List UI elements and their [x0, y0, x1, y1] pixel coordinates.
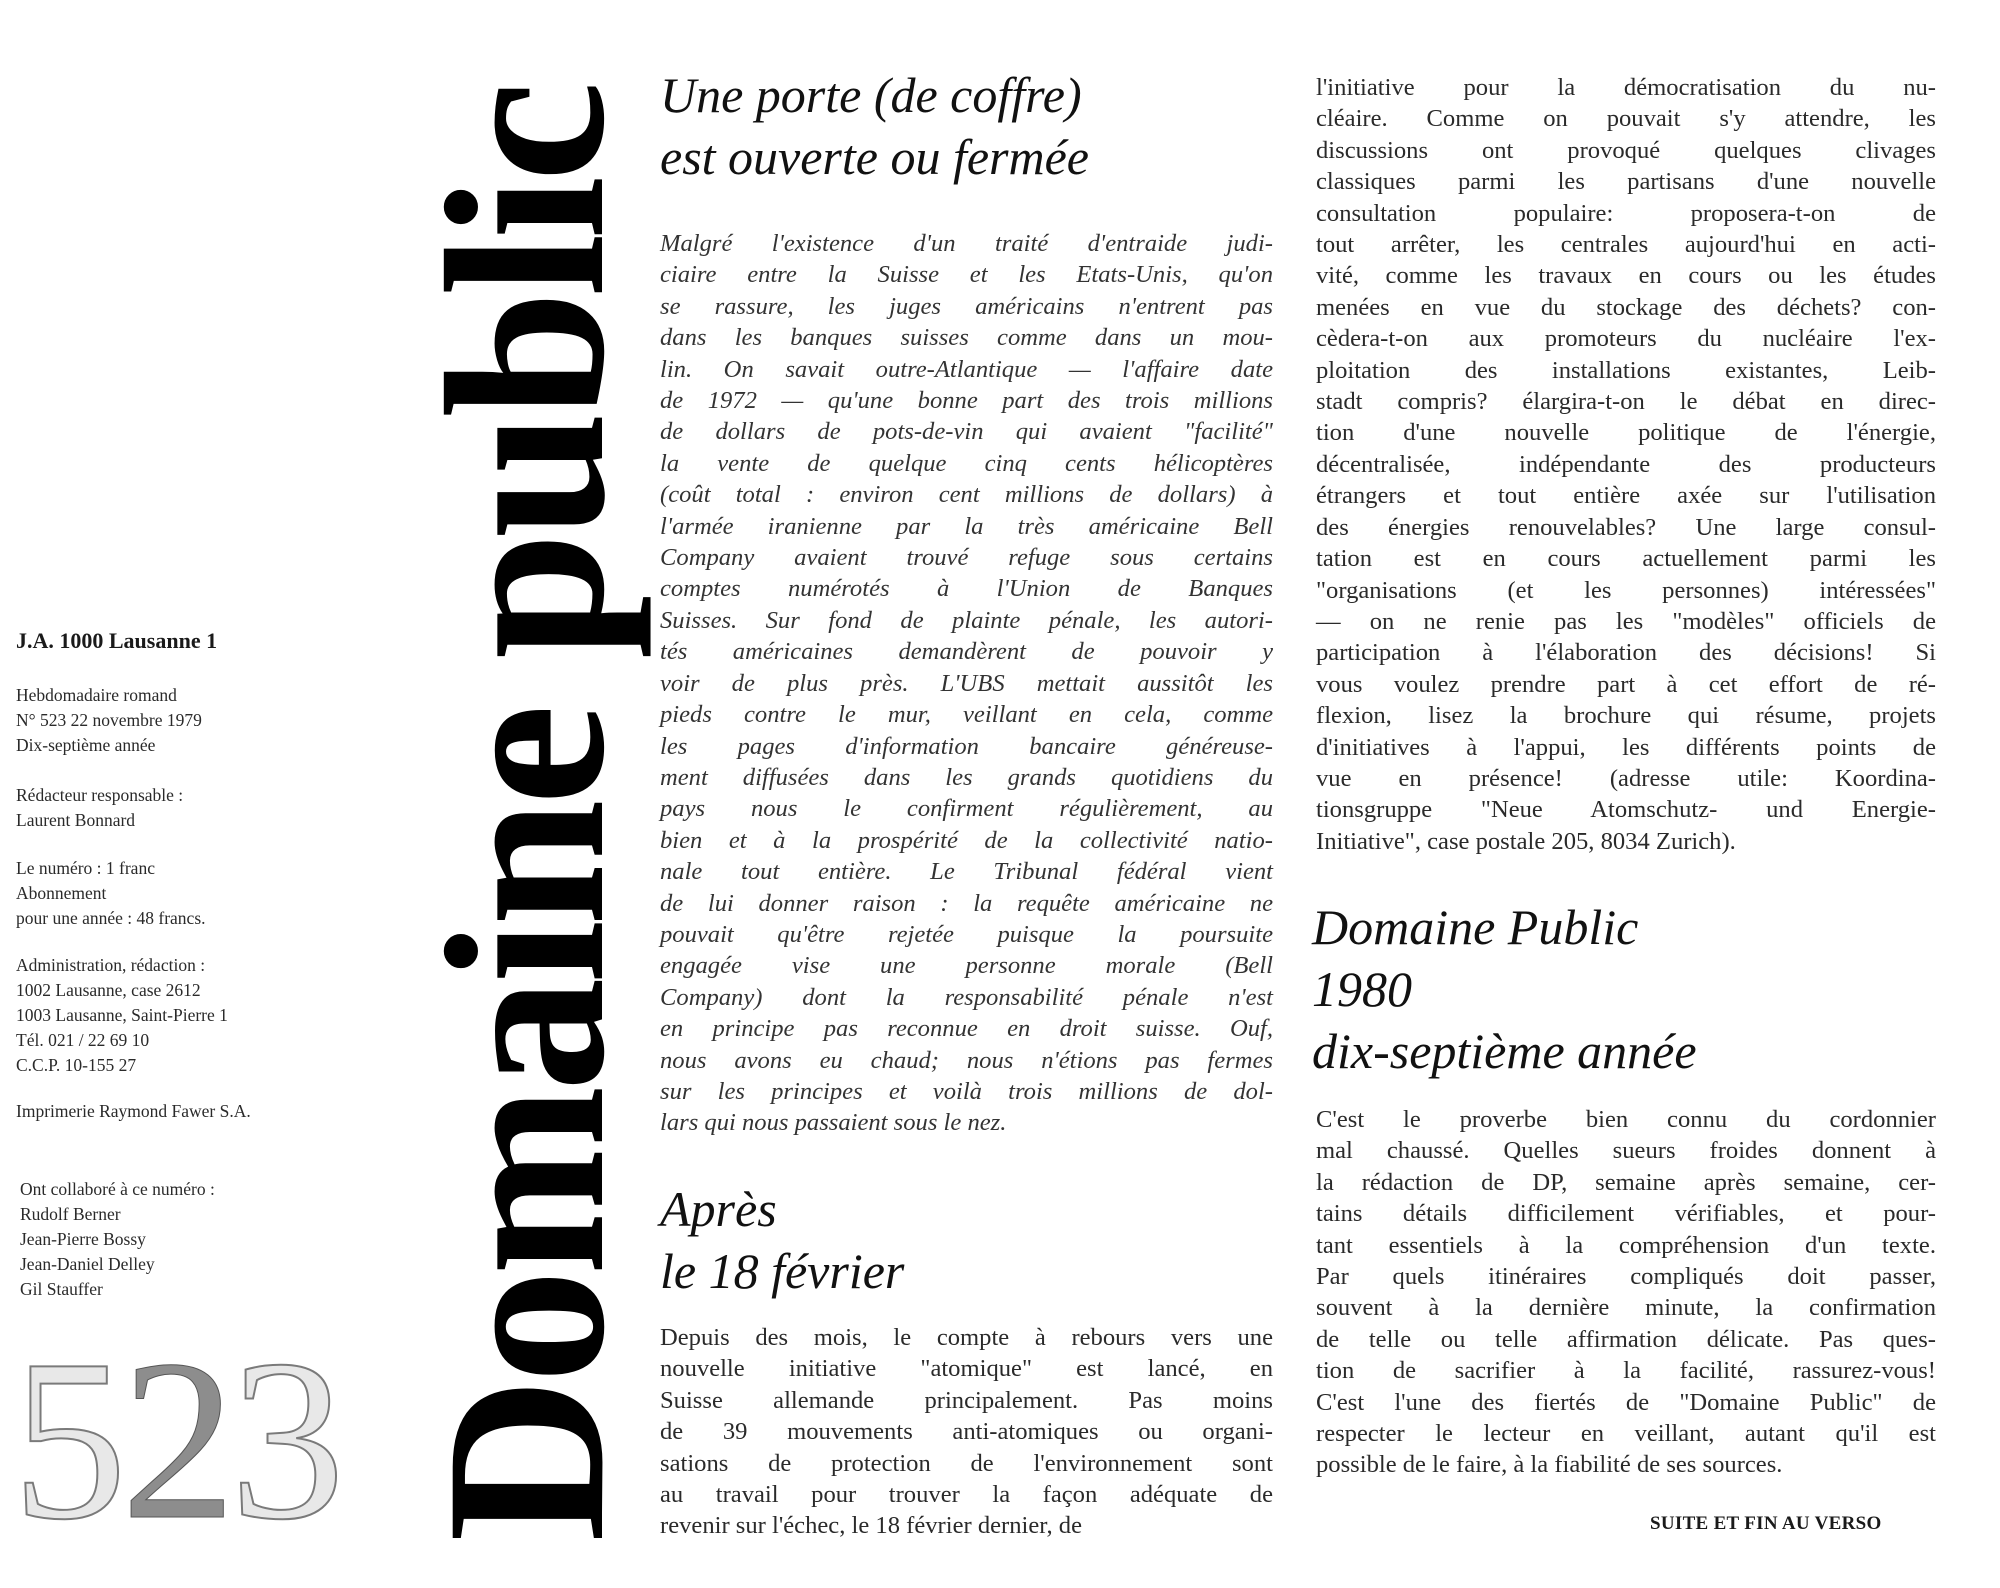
- body-line: les pages d'information bancaire généreuse-: [660, 732, 1273, 760]
- body-line: de dollars de pots-de-vin qui avaient "facilité": [660, 418, 1273, 446]
- body-line: tion d'une nouvelle politique de l'énergie,: [1316, 419, 1936, 447]
- headline-line: est ouverte ou fermée: [660, 129, 1090, 185]
- body-line: tés américaines demandèrent de pouvoir y: [660, 638, 1273, 666]
- body-line: Initiative", case postale 205, 8034 Zurich).: [1316, 827, 1736, 855]
- body-line: bien et à la prospérité de la collectivité natio-: [660, 826, 1273, 854]
- body-line: tation est en cours actuellement parmi les: [1316, 545, 1936, 573]
- body-line: participation à l'élaboration des décisions! Si: [1316, 639, 1936, 667]
- body-line: classiques parmi les partisans d'une nouvelle: [1316, 168, 1936, 196]
- admin-info: [16, 953, 356, 1078]
- body-line: Suisses. Sur fond de plainte pénale, les autori-: [660, 606, 1273, 634]
- body-line: C'est l'une des fiertés de "Domaine Public" de: [1316, 1388, 1936, 1416]
- body-line: Malgré l'existence d'un traité d'entraide judi-: [660, 230, 1273, 257]
- body-line: la rédaction de DP, semaine après semaine, cer-: [1316, 1168, 1936, 1196]
- body-line: (coût total : environ cent millions de dollars) à: [660, 481, 1273, 509]
- body-line: des énergies renouvelables? Une large consul-: [1316, 513, 1936, 541]
- issue-number-digit: 2: [121, 1312, 230, 1567]
- body-line: consultation populaire: proposera-t-on de: [1316, 199, 1936, 227]
- body-line: respecter le lecteur en veillant, autant qu'il est: [1316, 1420, 1936, 1448]
- body-line: nouvelle initiative "atomique" est lancé, en: [660, 1355, 1273, 1383]
- headline-line: dix-septième année: [1312, 1023, 1697, 1079]
- subscription-price: pour une année : 48 francs.: [16, 908, 206, 928]
- body-line: ment diffusées dans les grands quotidiens du: [660, 763, 1273, 791]
- issue-price: Le numéro : 1 franc: [16, 858, 155, 878]
- article-3-body: [1316, 1104, 1936, 1481]
- publication-info: [16, 683, 356, 758]
- body-line: stadt compris? élargira-t-on le débat en direc-: [1316, 388, 1936, 416]
- article-1-headline: [660, 64, 1089, 188]
- body-line: Par quels itinéraires compliqués doit passer,: [1316, 1263, 1936, 1291]
- body-line: cléaire. Comme on pouvait s'y attendre, les: [1316, 105, 1936, 133]
- body-line: vité, comme les travaux en cours ou les études: [1316, 262, 1936, 290]
- body-line: lin. On savait outre-Atlantique — l'affaire date: [660, 355, 1273, 383]
- body-line: engagée vise une personne morale (Bell: [660, 952, 1273, 980]
- body-line: nous avons eu chaud; nous n'étions pas fermes: [660, 1046, 1273, 1074]
- editor-name: Laurent Bonnard: [16, 810, 136, 830]
- admin-label: Administration, rédaction :: [16, 955, 206, 975]
- contributors-label: Ont collaboré à ce numéro :: [20, 1179, 215, 1199]
- body-line: sations de protection de l'environnement sont: [660, 1449, 1273, 1477]
- body-line: souvent à la dernière minute, la confirmation: [1316, 1294, 1936, 1322]
- admin-postal-account: C.C.P. 10-155 27: [16, 1055, 137, 1075]
- body-line: dans les banques suisses comme dans un mou-: [660, 324, 1273, 352]
- subscription-label: Abonnement: [16, 883, 107, 903]
- body-line: "organisations (et les personnes) intéressées": [1316, 576, 1936, 604]
- editor-label: Rédacteur responsable :: [16, 785, 184, 805]
- body-line: mal chaussé. Quelles sueurs froides donnent à: [1316, 1137, 1936, 1165]
- body-line: pouvait qu'être rejetée puisque la poursuite: [660, 920, 1273, 948]
- issue-date: N° 523 22 novembre 1979: [16, 710, 202, 730]
- body-line: Depuis des mois, le compte à rebours vers une: [660, 1324, 1273, 1351]
- issue-number-digit: 5: [12, 1312, 121, 1567]
- body-line: tionsgruppe "Neue Atomschutz- und Energie-: [1316, 796, 1936, 824]
- article-1-body: [660, 228, 1273, 1139]
- admin-phone: Tél. 021 / 22 69 10: [16, 1030, 150, 1050]
- headline-line: Une porte (de coffre): [660, 67, 1082, 123]
- issue-number-digit: 3: [230, 1312, 339, 1567]
- body-line: tains détails difficilement vérifiables, et pour-: [1316, 1200, 1936, 1228]
- body-line: — on ne renie pas les "modèles" officiels de: [1316, 607, 1936, 635]
- body-line: C'est le proverbe bien connu du cordonnier: [1316, 1106, 1936, 1133]
- body-line: discussions ont provoqué quelques clivages: [1316, 136, 1936, 164]
- headline-line: le 18 février: [660, 1243, 905, 1299]
- body-line: de telle ou telle affirmation délicate. Pas ques-: [1316, 1325, 1936, 1353]
- price-info: [16, 856, 356, 931]
- admin-address-1: 1002 Lausanne, case 2612: [16, 980, 201, 1000]
- body-line: ciaire entre la Suisse et les Etats-Unis, qu'on: [660, 261, 1273, 289]
- body-line: se rassure, les juges américains n'entrent pas: [660, 292, 1273, 320]
- body-line: possible de le faire, à la fiabilité de ses sources.: [1316, 1451, 1783, 1479]
- body-line: Suisse allemande principalement. Pas moins: [660, 1386, 1273, 1414]
- continuation-note: SUITE ET FIN AU VERSO: [1650, 1513, 1882, 1534]
- editor-info: [16, 783, 356, 833]
- body-line: lars qui nous passaient sous le nez.: [660, 1109, 1007, 1137]
- body-line: tion de sacrifier à la facilité, rassurez-vous!: [1316, 1357, 1936, 1385]
- body-line: flexion, lisez la brochure qui résume, projets: [1316, 702, 1936, 730]
- body-line: de 1972 — qu'une bonne part des trois millions: [660, 387, 1273, 415]
- body-line: comptes numérotés à l'Union de Banques: [660, 575, 1273, 603]
- body-line: tant essentiels à la compréhension d'un texte.: [1316, 1231, 1936, 1259]
- headline-line: Domaine Public: [1312, 899, 1639, 955]
- contributor: Gil Stauffer: [20, 1279, 103, 1299]
- body-line: revenir sur l'échec, le 18 février dernier, de: [660, 1512, 1082, 1540]
- body-line: l'initiative pour la démocratisation du nu-: [1316, 74, 1936, 101]
- masthead-title: Domaine public: [400, 86, 652, 1542]
- printer-name: Imprimerie Raymond Fawer S.A.: [16, 1101, 251, 1121]
- postal-marking: J.A. 1000 Lausanne 1: [16, 628, 218, 653]
- article-2-body: [660, 1322, 1273, 1542]
- body-line: pieds contre le mur, veillant en cela, comme: [660, 701, 1273, 729]
- contributors-info: [20, 1177, 360, 1302]
- body-line: en principe pas reconnue en droit suisse. Ouf,: [660, 1015, 1273, 1043]
- body-line: d'initiatives à l'appui, les différents points de: [1316, 733, 1936, 761]
- printer-info: [16, 1099, 356, 1124]
- issue-number: [12, 1312, 339, 1567]
- admin-address-2: 1003 Lausanne, Saint-Pierre 1: [16, 1005, 228, 1025]
- body-line: étrangers et tout entière axée sur l'utilisation: [1316, 482, 1936, 510]
- body-line: nale tout entière. Le Tribunal fédéral vient: [660, 858, 1273, 886]
- body-line: Company avaient trouvé refuge sous certains: [660, 544, 1273, 572]
- body-line: ploitation des installations existantes, Leib-: [1316, 356, 1936, 384]
- body-line: pays nous le confirment régulièrement, au: [660, 795, 1273, 823]
- body-line: voir de plus près. L'UBS mettait aussitôt les: [660, 669, 1273, 697]
- body-line: Company) dont la responsabilité pénale n'est: [660, 983, 1273, 1011]
- body-line: l'armée iranienne par la très américaine Bell: [660, 512, 1273, 540]
- article-2-headline: [660, 1178, 904, 1302]
- contributor: Jean-Pierre Bossy: [20, 1229, 146, 1249]
- body-line: sur les principes et voilà trois millions de dol-: [660, 1077, 1273, 1105]
- body-line: vue en présence! (adresse utile: Koordina-: [1316, 764, 1936, 792]
- publication-type: Hebdomadaire romand: [16, 685, 177, 705]
- article-3-headline: [1312, 896, 1697, 1082]
- contributor: Rudolf Berner: [20, 1204, 121, 1224]
- headline-line: 1980: [1312, 961, 1412, 1017]
- body-line: cèdera-t-on aux promoteurs du nucléaire l'ex-: [1316, 325, 1936, 353]
- body-line: décentralisée, indépendante des producteurs: [1316, 450, 1936, 478]
- contributor: Jean-Daniel Delley: [20, 1254, 155, 1274]
- body-line: au travail pour trouver la façon adéquate de: [660, 1481, 1273, 1509]
- article-2-body-continued: [1316, 72, 1936, 857]
- body-line: menées en vue du stockage des déchets? con-: [1316, 293, 1936, 321]
- body-line: vous voulez prendre part à cet effort de ré-: [1316, 670, 1936, 698]
- publication-year: Dix-septième année: [16, 735, 156, 755]
- body-line: la vente de quelque cinq cents hélicoptères: [660, 449, 1273, 477]
- body-line: tout arrêter, les centrales aujourd'hui en acti-: [1316, 231, 1936, 259]
- body-line: de lui donner raison : la requête américaine ne: [660, 889, 1273, 917]
- body-line: de 39 mouvements anti-atomiques ou organi-: [660, 1418, 1273, 1446]
- headline-line: Après: [660, 1181, 777, 1237]
